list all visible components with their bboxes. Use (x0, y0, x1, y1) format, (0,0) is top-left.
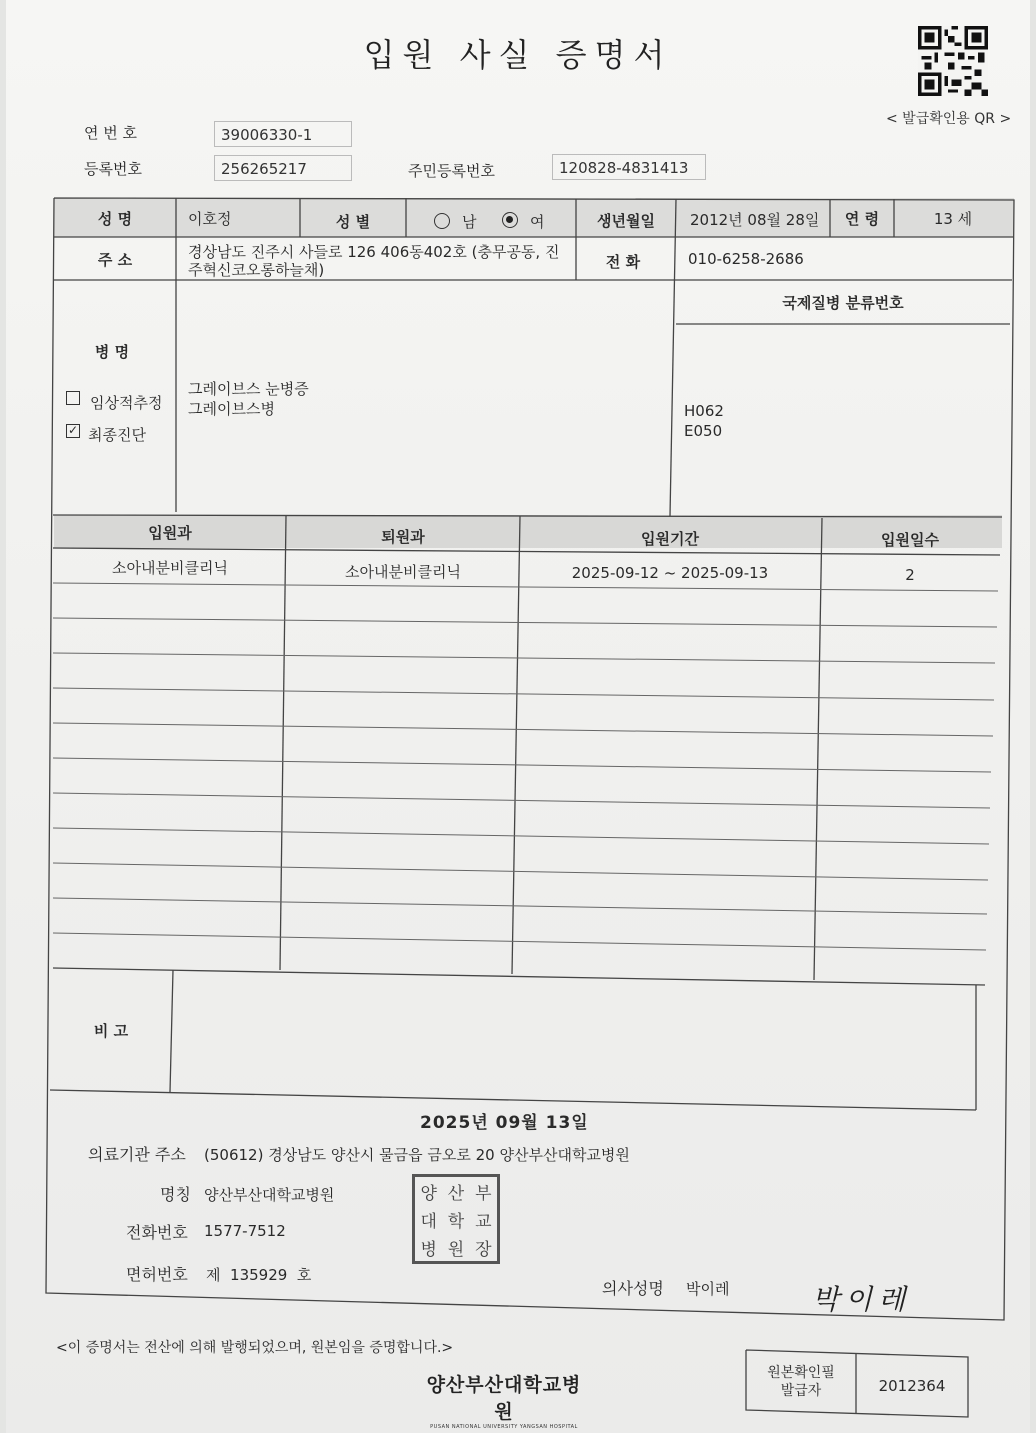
clinical-estimate-label: 임상적추정 (90, 394, 163, 412)
final-diagnosis-checkbox[interactable]: ✓ (67, 423, 79, 437)
hospital-logo-text: 양산부산대학교병원 (426, 1374, 582, 1423)
icd-code-2: E050 (684, 422, 723, 440)
phone-label: 전 화 (605, 253, 641, 271)
patient-name: 이호정 (188, 210, 232, 228)
issuer-label-2: 발급자 (780, 1383, 822, 1399)
issuer-value: 2012364 (878, 1377, 946, 1395)
diagnosis-label: 병 명 (94, 343, 130, 361)
address-line1: 경상남도 진주시 사들로 126 406동402호 (충무공동, 진 (188, 243, 560, 261)
doctor-value: 박이레 (686, 1280, 730, 1298)
diagnosis-name-1: 그레이브스 눈병증 (188, 380, 309, 398)
document-title: 입원 사실 증명서 (363, 36, 673, 74)
phone-value: 010-6258-2686 (688, 250, 804, 268)
rrn-value: 120828-4831413 (552, 154, 706, 180)
admit-period-cell: 2025-09-12 ~ 2025-09-13 (571, 564, 769, 582)
hospital-logo-en: PUSAN NATIONAL UNIVERSITY YANGSAN HOSPITAL (430, 1424, 578, 1430)
official-seal: 양 산 부 대 학 교 병 원 장 (412, 1174, 500, 1264)
issuance-notice: <이 증명서는 전산에 의해 발행되었으며, 원본임을 증명합니다.> (56, 1340, 454, 1356)
diagnosis-name-2: 그레이브스병 (188, 400, 275, 418)
inst-name-label: 명칭 (160, 1185, 191, 1204)
address-label: 주 소 (97, 251, 133, 269)
sex-label: 성 별 (335, 213, 371, 231)
dob-value: 2012년 08월 28일 (690, 211, 820, 229)
col-admit-days: 입원일수 (881, 531, 939, 549)
inst-name-value: 양산부산대학교병원 (204, 1186, 335, 1204)
age-value: 13 세 (933, 210, 973, 228)
final-diagnosis-label: 최종진단 (88, 426, 146, 444)
admit-dept-cell: 소아내분비클리닉 (112, 559, 228, 577)
admit-days-cell: 2 (905, 566, 915, 584)
license-value: 제 135929 호 (206, 1266, 312, 1284)
tel-value: 1577-7512 (204, 1222, 286, 1240)
reg-value: 256265217 (214, 155, 352, 181)
reg-label: 등록번호 (84, 160, 142, 178)
name-label: 성 명 (97, 210, 133, 228)
dob-label: 생년월일 (597, 212, 655, 230)
col-discharge-dept: 퇴원과 (381, 528, 425, 546)
addr-label: 의료기관 주소 (88, 1145, 186, 1164)
col-admit-dept: 입원과 (148, 524, 192, 542)
age-label: 연 령 (844, 210, 880, 228)
discharge-dept-cell: 소아내분비클리닉 (345, 563, 461, 581)
issue-date: 2025년 09월 13일 (420, 1113, 589, 1133)
address-line2: 주혁신코오롱하늘채) (188, 261, 325, 279)
license-label: 면허번호 (126, 1265, 188, 1284)
col-admit-period: 입원기간 (641, 530, 699, 548)
sex-male-label: 남 (462, 213, 477, 231)
issuer-label-1: 원본확인필 (767, 1365, 835, 1381)
remarks-label: 비 고 (93, 1022, 129, 1040)
serial-value: 39006330-1 (214, 121, 352, 147)
rrn-label: 주민등록번호 (408, 162, 495, 180)
sex-female-label: 여 (530, 213, 545, 231)
icd-code-1: H062 (684, 402, 724, 420)
qr-caption: < 발급확인용 QR > (886, 111, 1012, 127)
addr-value: (50612) 경상남도 양산시 물금읍 금오로 20 양산부산대학교병원 (204, 1146, 630, 1164)
doctor-signature: 박이레 (812, 1283, 912, 1316)
serial-label: 연 번 호 (84, 124, 138, 142)
doctor-label: 의사성명 (602, 1279, 664, 1298)
tel-label: 전화번호 (126, 1223, 188, 1242)
icd-header: 국제질병 분류번호 (782, 294, 904, 312)
